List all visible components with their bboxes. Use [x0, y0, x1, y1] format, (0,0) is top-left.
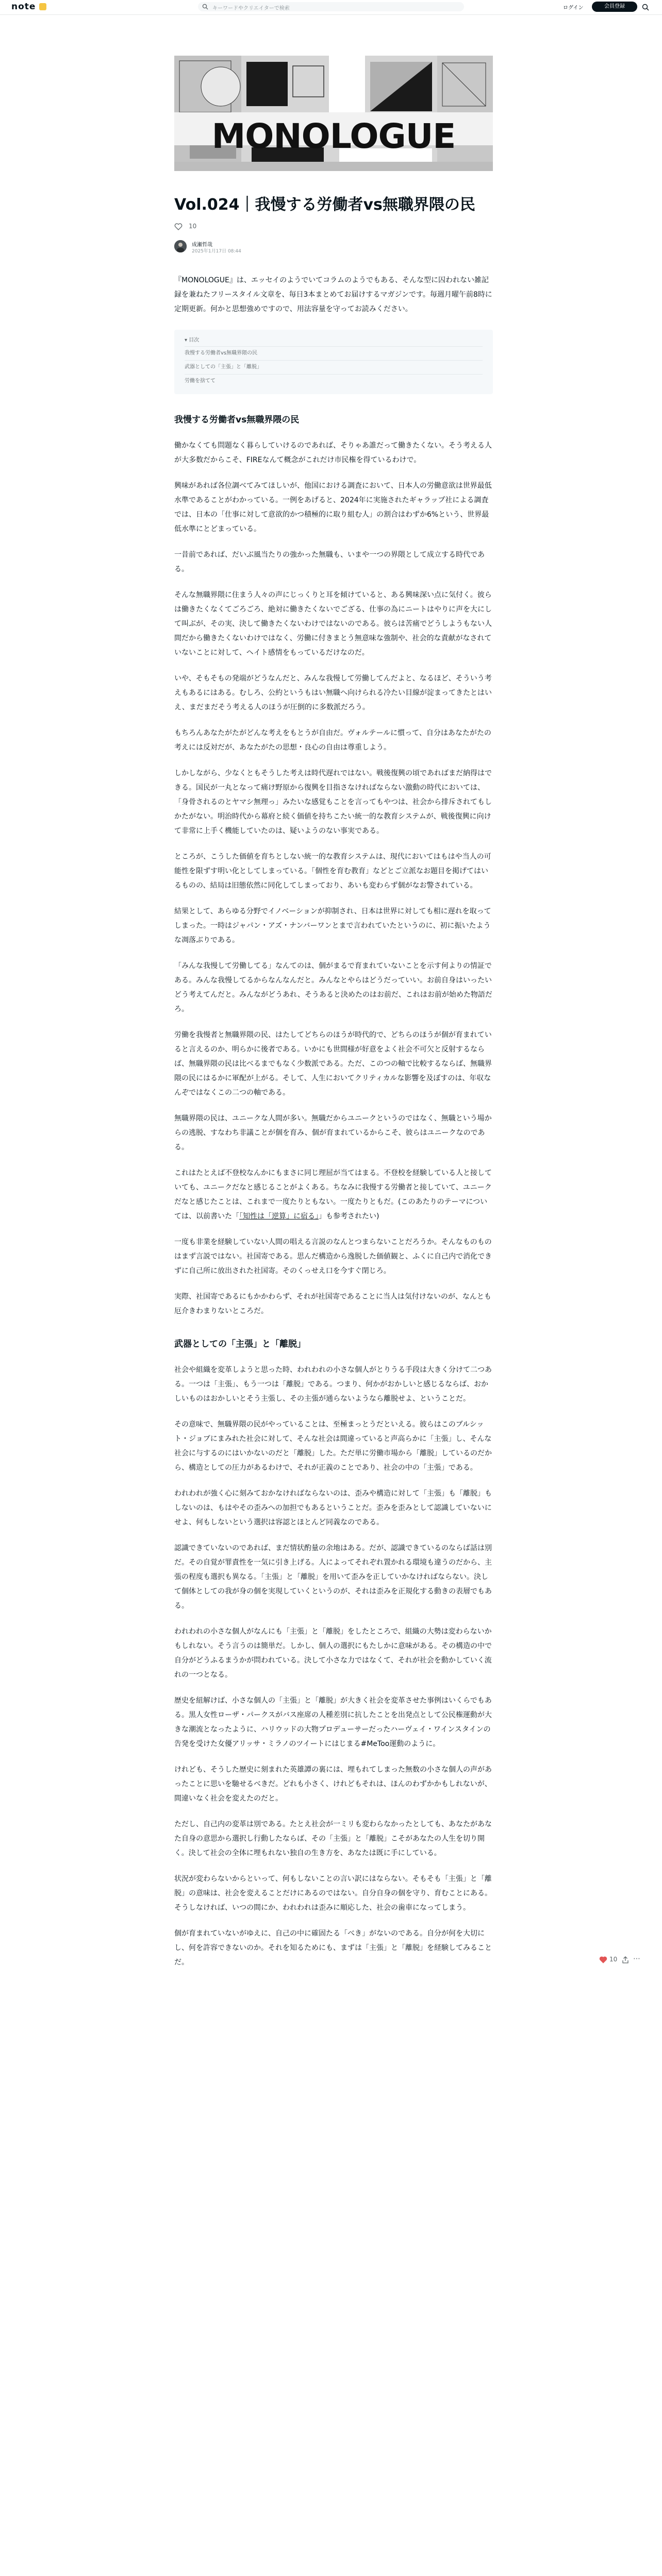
- paragraph: 興味があれば各位調べてみてほしいが、他国における調査において、日本人の労働意欲は世界最低水準であることがわかっている。一例をあげると、2024年に実施されたギャラップ社による調査では、日本の「仕事に対して意欲的かつ積極的に取り組む人」の割合はわずか6%という、世界最低水準にとどまっている。: [174, 482, 492, 533]
- like-row: [174, 223, 493, 232]
- floating-like-count[interactable]: 10: [609, 1956, 618, 1963]
- paragraph: その意味で、無職界隈の民がやっていることは、至極まっとうだといえる。彼らはこのブルシット・ジョブにまみれた社会に対して、そんな社会は間違っていると声高らかに「主張」し、そんな社会に与するのにはいかないのだと「離脱」した。ただ単に労働市場から「離脱」しているのだから、構造としての圧力があるわけで、それが正義のことであり、社会の中の「主張」である。: [174, 1420, 492, 1472]
- paragraph-text: これはたとえば不登校なんかにもまさに同じ理屈が当てはまる。不登校を経験している人と接していても、ユニークだなと感じることがよくある。ちなみに我慢する労働者と接していて、ユニークだなと感じたことは、これまで一度たりともない。一度たりともだ。(このあたりのテーマについては、以前書いた「: [174, 1169, 492, 1221]
- section-heading: 我慢する労働者vs無職界隈の民: [174, 415, 300, 425]
- search-placeholder: キーワードやクリエイターで検索: [212, 6, 290, 11]
- login-link[interactable]: ログイン: [563, 5, 584, 11]
- paragraph: しかしながら、少なくともそうした考えは時代遅れではない。戦後復興の頃であればまだ納得はできる。国民が一丸となって痛け野原から復興を目指さなければならない激動の時代においては、「身骨されるのとヤマシ無理っ」みたいな感覚もことを言ってもやつは、社会から排斥されてもしかたがない。明治時代から幕府と続く価値を持ちこたい統一的な教育システムが、戦後復興に向けて非常に上手く機能していたのは、疑いようのない事実である。: [174, 769, 492, 835]
- author-info: [174, 239, 493, 255]
- toc-heading[interactable]: ▾ 目次: [185, 337, 200, 343]
- paragraph: いや、そもそもの発端がどうなんだと、みんな我慢して労働してんだよと、なるほど、そういう考えもあるにはある。むしろ、公約というもはい無職へ向けられる冷たい目線が淀まってきたとはいえ、まだまだそう考える人のほうが圧倒的に多数派だろう。: [174, 674, 492, 711]
- paragraph-with-link: [174, 1166, 493, 1224]
- toc-heading-label: 目次: [189, 337, 200, 343]
- note-logo[interactable]: note: [11, 2, 36, 12]
- paragraph: けれども、そうした歴史に刻まれた英雄譚の裏には、埋もれてしまった無数の小さな個人の声があったことに思いを馳せるべきだ。どれも小さく、けれどもそれは、ほんのわずかかもしれないが、間違いなく社会を変えたのだと。: [174, 1766, 492, 1803]
- menu-search-icon[interactable]: [641, 3, 650, 11]
- paragraph: 一度も非業を経験していない人間の唱える言説のなんとつまらないことだろうか。そんなものものはまず言説ではない。社国寄である。思んだ構造から逸脱した価値観と、ふくに自己内で消化できずに自己所に放出された社国寄。そのくっせえ口を今すぐ閉じろ。: [174, 1238, 492, 1275]
- paragraph: 一昔前であれば、だいぶ風当たりの強かった無職も、いまや一つの界隈として成立する時代である。: [174, 551, 485, 573]
- paragraph: ところが、こうした価値を育ちとしない統一的な教育システムは、現代においてはもはや当人の可能性を限ずす明い化としてしまっている。「個性を育む教育」などとご立派なお題目を掲げてはいるものの、結局は旧態依然に同化してしまっており、あいも変わらず個がなお警されている。: [174, 853, 491, 890]
- inline-link[interactable]: 「知性は「逆算」に宿る」: [239, 1212, 319, 1221]
- floating-reactions: [599, 1956, 640, 1966]
- author-name[interactable]: 成瀬哲哉: [192, 242, 212, 248]
- heart-icon[interactable]: [599, 1956, 607, 1963]
- paragraph: 歴史を紐解けば、小さな個人の「主張」と「離脱」が大きく社会を変革させた事例はいくらでもある。黒人女性ローザ・パークスがバス座席の人種差別に抗したことを出発点として公民権運動が大きな潮流となったように、ハリウッドの大物プロデューサーだったハーヴェイ・ワインスタインの告発を受けた女優アリッサ・ミラノのツイートにはじまる#MeToo運動のように。: [174, 1697, 492, 1748]
- cover-title: MONOLOGUE: [211, 116, 456, 156]
- avatar[interactable]: [174, 240, 187, 252]
- toc-item[interactable]: 武器としての「主張」と「離脱」: [185, 360, 483, 374]
- search-input[interactable]: [198, 2, 464, 11]
- paragraph: われわれの小さな個人がなんにも「主張」と「離脱」をしたところで、組織の大勢は変わらないかもしれない。そう言うのは簡単だ。しかし、個人の選択にもたしかに意味がある。その構造の中で自分がどうふるまうかが問われている。決して小さな力ではなくて、それが社会を動かしていく流れの一つとなる。: [174, 1628, 492, 1679]
- toc-item[interactable]: 我慢する労働者vs無職界隈の民: [185, 346, 483, 360]
- share-icon[interactable]: [622, 1956, 629, 1963]
- signup-button[interactable]: 会員登録: [592, 2, 637, 12]
- table-of-contents: [174, 330, 493, 394]
- paragraph: 労働を我慢者と無職界隈の民、はたしてどちらのほうが時代的で、どちらのほうが個が育まれていると言えるのか、明らかに後者である。いかにも世間様が好意をよく社会不可欠と反射するならば、無職界隈の民は比べるまでもなく少数派である。ただ、このつの軸で比較するならば、無職界隈の民にはるかに軍配が上がる。そして、人生においてクリティカルな影響を及ぼすのは、年収なんぞではなくこの二つの軸である。: [174, 1031, 492, 1097]
- mascot-icon: [39, 3, 46, 10]
- paragraph: 個が育まれていないがゆえに、自己の中に確固たる「べき」がないのである。自分が何を大切にし、何を許容できないのか。それを知るためにも、まずは「主張」と「離脱」を経験してみることだ。: [174, 1929, 492, 1967]
- more-icon[interactable]: ⋯: [633, 1955, 640, 1963]
- like-count[interactable]: 10: [189, 223, 197, 230]
- toc-item[interactable]: 労働を捨てて: [185, 374, 483, 388]
- paragraph: 結果として、あらゆる分野でイノベーションが抑制され、日本は世界に対しても相に遅れを取ってしまった。一時はジャパン・アズ・ナンバーワンとまで言われていたというのに、初に振いたような凋落ぶりである。: [174, 907, 491, 944]
- article-title: Vol.024｜我慢する労働者vs無職界隈の民: [174, 196, 475, 214]
- site-header: [0, 0, 662, 15]
- paragraph: そんな無職界隈に住まう人々の声にじっくりと耳を傾けていると、ある興味深い点に気付く。彼らは働きたくなくてごろごろ、絶対に働きたくないでござる、仕事の為にニートはやりに声を大にして叫ぶが、その実、決して働きたくないわけではないのである。彼らは苦痛でどうしようもない人間だから働きたくないわけではなく、労働に付きまとう無意味な強制や、社会的な責献がなされていないことに対して、ヘイト感情をもっているだけなのだ。: [174, 591, 492, 657]
- article: [174, 56, 493, 1970]
- paragraph: 無職界隈の民は、ユニークな人間が多い。無職だからユニークというのではなく、無職という場からの逃脱、すなわち非議ことが個を育み、個が育まれているからこそ、彼らはユニークなのである。: [174, 1114, 492, 1151]
- paragraph: 働かなくても問題なく暮らしていけるのであれば、そりゃあ誰だって働きたくない。そう考える人が大多数だからこそ、FIREなんて概念がこれだけ市民権を得ているわけで。: [174, 442, 492, 464]
- paragraph: 社会や組織を変革しようと思った時、われわれの小さな個人がとりうる手段は大きく分けて二つある。一つは「主張」、もう一つは「離脱」である。つまり、何かがおかしいと感じるならば、おかしいものはおかしいとそう主張し、その主張が通らないようなら離脱せよ、ということだ。: [174, 1366, 492, 1403]
- search-icon: [202, 4, 208, 10]
- cover-image: [174, 56, 493, 171]
- paragraph: 状況が変わらないからといって、何もしないことの言い訳にはならない。そもそも「主張」と「離脱」の意味は、社会を変えることだけにあるのではない。自分自身の個を守り、育むことにある。そうしなければ、いつの間にか、われわれは歪みに順応した、社会の歯車になってしまう。: [174, 1875, 492, 1912]
- post-date: 2025年1月17日 08:44: [192, 249, 241, 254]
- intro-text: 『MONOLOGUE』は、エッセイのようでいてコラムのようでもある、そんな型に囚われない雑記録を兼ねたフリースタイル文章を、毎日3本まとめてお届けするマガジンです。毎週月曜午前8時に定期更新。何かと思想強めですので、用法容量を守ってお読みください。: [174, 276, 492, 313]
- paragraph-tail: 」も参考されたい): [319, 1212, 379, 1221]
- paragraph: もちろんあなたがたがどんな考えをもとうが自由だ。ヴォルテールに慣って、自分はあなたがたの考えには反対だが、あなたがたの思想・良心の自由は尊重しよう。: [174, 729, 491, 752]
- paragraph: 認識できていないのであれば、まだ情状酌量の余地はある。だが、認識できているのならば話は別だ。その自覚が罪責性を一気に引き上げる。人によってそれぞれ置かれる環境も違うのだから、主張の程度も選択も異なる。「主張」と「離脱」を用いて歪みを正していかなければならない。決して個体としての我が身の個を実現していくというのが、それは歪みを正規化する動きの表層でもある。: [174, 1544, 492, 1610]
- section-heading: 武器としての「主張」と「離脱」: [174, 1339, 306, 1349]
- heart-icon[interactable]: [174, 223, 183, 230]
- paragraph: 「みんな我慢して労働してる」なんてのは、個がまるで育まれていないことを示す何よりの情証である。みんな我慢してるからなんなんだと。みんなとやらはどうだっていい。お前自身はいったいどう考えてんだと。みんながどうあれ、そうあると決めたのはお前だ、これはお前が始めた物語だろ。: [174, 962, 492, 1013]
- paragraph: 実際、社国寄であるにもかかわらず、それが社国寄であることに当人は気付けないのが、なんとも厄介きわまりないところだ。: [174, 1293, 491, 1315]
- paragraph: われわれが強く心に刻みておかなければならないのは、歪みや構造に対して「主張」も「離脱」もしないのは、もはやその歪みへの加担でもあるということだ。歪みを歪みとして認識していないにせよ、何もしないという選択は容認とほとんど同義なのである。: [174, 1489, 492, 1527]
- paragraph: ただし、自己内の変革は別である。たとえ社会が一ミリも変わらなかったとしても、あなたがあなた自身の意思から選択し行動したならば、その「主張」と「離脱」こそがあなたの人生を切り開く。決して社会の全体に埋もれない独自の生き方を、あなたは既に手にしている。: [174, 1820, 492, 1857]
